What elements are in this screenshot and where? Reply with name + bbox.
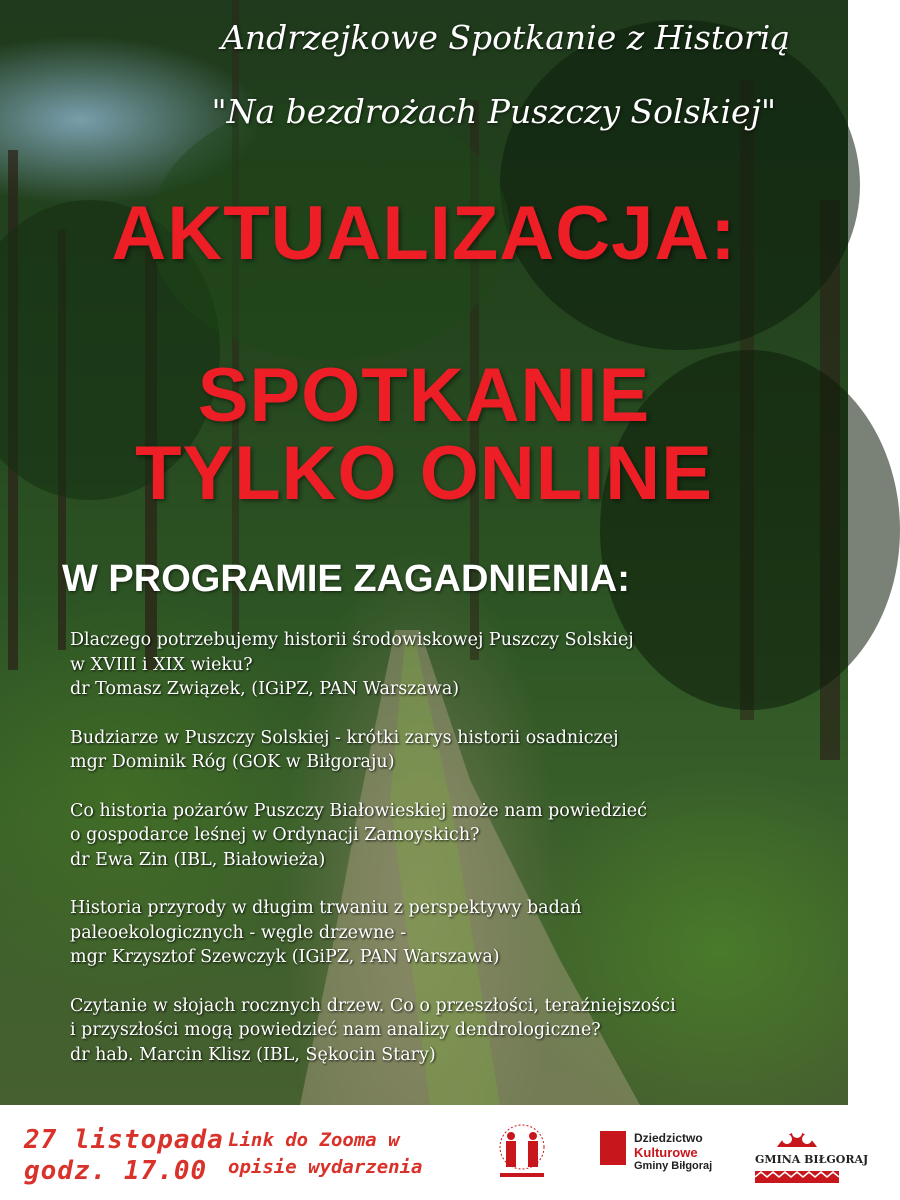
topic-title-line: Budziarze w Puszczy Solskiej - krótki zarys historii osadniczej [70,727,619,748]
topic-speaker: dr Tomasz Związek, (IGiPZ, PAN Warszawa) [70,679,460,699]
topic-speaker: mgr Krzysztof Szewczyk (IGiPZ, PAN Warszawa) [70,947,500,967]
event-subtitle: "Na bezdrożach Puszczy Solskiej" [211,92,776,131]
folk-pattern-icon [755,1171,839,1183]
topic-list [70,628,810,1091]
zoom-info-line: opisie wydarzenia [228,1156,423,1178]
topic-speaker: dr Ewa Zin (IBL, Białowieża) [70,849,326,870]
gmina-bilgoraj-logo [755,1117,869,1187]
heritage-logo-line: Dziedzictwo [634,1131,703,1145]
event-time: godz. 17.00 [24,1156,208,1186]
topic-speaker: dr hab. Marcin Klisz (IBL, Sękocin Stary) [70,1044,436,1065]
update-headline: AKTUALIZACJA: [111,191,737,276]
topic-title-line: paleoekologicznych - węgle drzewne - [70,922,407,943]
online-headline-line1: SPOTKANIE [197,353,651,438]
topic-item [70,994,810,1068]
gmina-emblem-icon [755,1117,839,1153]
topic-item [70,726,810,775]
heritage-logo-mark [600,1131,626,1165]
zoom-info [228,1127,422,1181]
event-title: Andrzejkowe Spotkanie z Historią [221,18,790,57]
footer-bar [0,1105,869,1200]
online-headline-line2: TYLKO ONLINE [135,431,713,516]
topic-title-line: Historia przyrody w długim trwaniu z perspektywy badań [70,898,582,918]
topic-item [70,799,810,873]
event-date: 27 listopada [24,1125,224,1155]
gmina-logo-text: GMINA BIŁGORAJ [755,1153,869,1166]
topic-title-line: w XVIII i XIX wieku? [70,654,253,675]
program-heading: W PROGRAMIE ZAGADNIENIA: [62,558,630,600]
topic-title-line: i przyszłości mogą powiedzieć nam analizy dendrologiczne? [70,1020,601,1040]
topic-speaker: mgr Dominik Róg (GOK w Biłgoraju) [70,752,395,772]
topic-item [70,628,810,702]
heritage-logo-line: Gminy Biłgoraj [634,1160,713,1172]
zoom-info-line: Link do Zooma w [228,1129,400,1151]
topic-title-line: Dlaczego potrzebujemy historii środowiskowej Puszczy Solskiej [70,630,634,650]
topic-title-line: Co historia pożarów Puszczy Białowieskiej może nam powiedzieć [70,800,647,821]
topic-item [70,896,810,970]
topic-title-line: o gospodarce leśnej w Ordynacji Zamoyskich? [70,825,480,845]
event-datetime [24,1125,224,1187]
heritage-logo-line: Kulturowe [634,1145,698,1160]
topic-title-line: Czytanie w słojach rocznych drzew. Co o przeszłości, teraźniejszości [70,995,676,1016]
folk-group-logo [492,1119,552,1185]
heritage-logo [600,1127,730,1175]
